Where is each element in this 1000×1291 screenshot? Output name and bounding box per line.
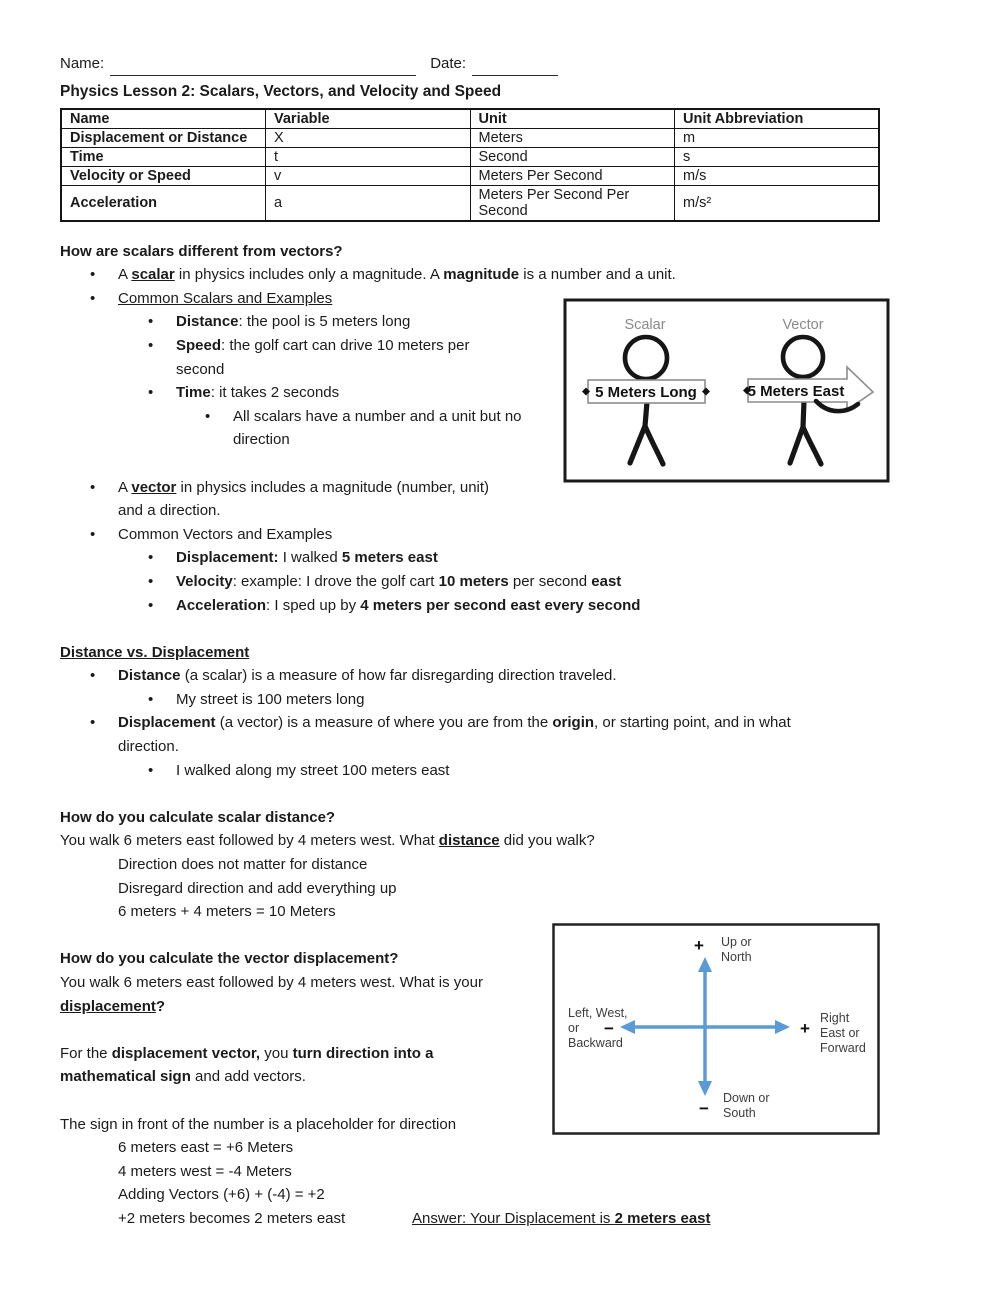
label-left-line2: or [568,1021,580,1035]
list-item-text: Common Scalars and Examples [118,289,333,307]
label-left-line1: Left, West, [568,1006,628,1020]
work-line: Direction does not matter for distance [118,856,368,874]
label-up-line2: North [721,950,752,964]
work-line: Adding Vectors (+6) + (-4) = +2 [118,1186,325,1204]
list-item [60,711,940,758]
list-item-text: A scalar in physics includes only a magnitude. A magnitude is a number and a unit. [118,266,676,284]
work-line: 6 meters east = +6 Meters [118,1139,294,1157]
vector-banner-text: 5 Meters East [747,383,845,400]
cell-abbreviation: m/s² [675,185,880,221]
paragraph: For the displacement vector, you turn direction into a mathematical sign and add vectors. [60,1044,434,1086]
list-item [60,263,940,287]
answer-row [60,1207,940,1231]
list-item-text: Displacement (a vector) is a measure of where you are from the origin, or starting point, and in what direction. [118,714,791,756]
axes-figure-canvas [552,923,880,1135]
answer-text: Answer: Your Displacement is 2 meters east [412,1209,711,1227]
label-down-line2: South [723,1106,756,1120]
label-left-line3: Backward [568,1036,623,1050]
work-line: Disregard direction and add everything up [118,879,397,897]
cell-name: Time [61,147,266,166]
table-row [61,147,879,166]
label-right-line2: East or [820,1026,860,1040]
bullet-icon: • [148,596,154,614]
list-item [60,688,940,712]
table-row [61,166,879,185]
list-item-text: A vector in physics includes a magnitude (number, unit) and a direction. [118,478,490,520]
cell-name: Displacement or Distance [61,128,266,147]
list-item-text: Velocity: example: I drove the golf cart 10 meters per second east [176,572,622,590]
label-right-line3: Forward [820,1041,866,1055]
cell-variable: v [266,166,471,185]
bullet-icon: • [90,525,96,543]
cell-variable: X [266,128,471,147]
list-item-text: Displacement: I walked 5 meters east [176,549,438,567]
page-title: Physics Lesson 2: Scalars, Vectors, and Velocity and Speed [60,83,502,100]
plus-sign-right: + [800,1019,810,1038]
bullet-icon: • [90,667,96,685]
vector-label: Vector [782,317,824,333]
list-item-text: Distance (a scalar) is a measure of how far disregarding direction traveled. [118,667,617,685]
question-text: You walk 6 meters east followed by 4 meters west. What is your [60,974,483,991]
col-header-name: Name [61,109,266,129]
list-item-text: Acceleration: I sped up by 4 meters per second east every second [176,596,641,614]
minus-sign-left: − [604,1019,614,1038]
section-heading-scalars-vs-vectors: How are scalars different from vectors? [60,242,343,260]
cell-abbreviation: s [675,147,880,166]
section-heading-scalar-distance: How do you calculate scalar distance? [60,808,336,826]
name-label: Name: [60,55,105,73]
axes-figure [552,923,880,1135]
cell-unit: Second [470,147,675,166]
list-item-text: Distance: the pool is 5 meters long [176,313,411,331]
col-header-variable: Variable [266,109,471,129]
scalar-label: Scalar [624,317,666,333]
work-line: +2 meters becomes 2 meters east [118,1209,346,1227]
bullet-icon: • [90,714,96,732]
cell-variable: a [266,185,471,221]
cell-variable: t [266,147,471,166]
cell-abbreviation: m [675,128,880,147]
list-item-text: Common Vectors and Examples [118,525,333,543]
work-line: 4 meters west = -4 Meters [118,1162,292,1180]
bullet-icon: • [90,289,96,307]
scalar-banner [582,380,710,403]
cell-name: Velocity or Speed [61,166,266,185]
name-blank-line [110,59,416,76]
minus-sign-down: − [699,1099,709,1118]
cell-unit: Meters Per Second Per Second [470,185,675,221]
list-item [60,546,940,570]
work-line: 6 meters + 4 meters = 10 Meters [118,903,336,921]
col-header-unit-abbreviation: Unit Abbreviation [675,109,880,129]
list-item [60,523,940,547]
bullet-icon: • [148,690,154,708]
date-blank-line [472,59,558,76]
list-item-text: All scalars have a number and a unit but no direction [233,407,522,449]
list-item [60,664,940,688]
list-item-text: My street is 100 meters long [176,690,365,708]
question-text: displacement? [60,997,166,1015]
scalar-vector-figure-canvas [563,298,890,483]
cell-unit: Meters [470,128,675,147]
list-item-text: Time: it takes 2 seconds [176,384,340,402]
paragraph: The sign in front of the number is a placeholder for direction [60,1115,457,1133]
list-item [60,759,940,783]
list-item-text: I walked along my street 100 meters east [176,761,450,779]
date-label: Date: [430,55,467,73]
table-row [61,128,879,147]
list-item [60,594,940,618]
question-text: You walk 6 meters east followed by 4 meters west. What distance did you walk? [60,832,595,850]
variables-table [60,108,880,222]
cell-unit: Meters Per Second [470,166,675,185]
table-row [61,185,879,221]
list-item-text: Speed: the golf cart can drive 10 meters per second [176,336,470,378]
bullet-icon: • [90,478,96,496]
name-date-row [60,52,940,76]
cell-abbreviation: m/s [675,166,880,185]
bullet-icon: • [148,384,154,402]
section-heading-distance-vs-displacement: Distance vs. Displacement [60,643,250,661]
plus-sign-up: + [694,936,704,955]
label-right-line1: Right [820,1011,850,1025]
table-header-row [61,109,879,129]
bullet-icon: • [205,407,211,425]
cell-name: Acceleration [61,185,266,221]
scalar-banner-text: 5 Meters Long [595,384,697,401]
bullet-icon: • [148,572,154,590]
scalar-vector-figure [563,298,890,483]
bullet-icon: • [148,313,154,331]
bullet-icon: • [148,549,154,567]
label-up-line1: Up or [721,935,752,949]
list-item [60,570,940,594]
section-heading-vector-displacement: How do you calculate the vector displacement? [60,950,399,968]
label-down-line1: Down or [723,1091,770,1105]
bullet-icon: • [90,266,96,284]
bullet-icon: • [148,336,154,354]
col-header-unit: Unit [470,109,675,129]
bullet-icon: • [148,761,154,779]
